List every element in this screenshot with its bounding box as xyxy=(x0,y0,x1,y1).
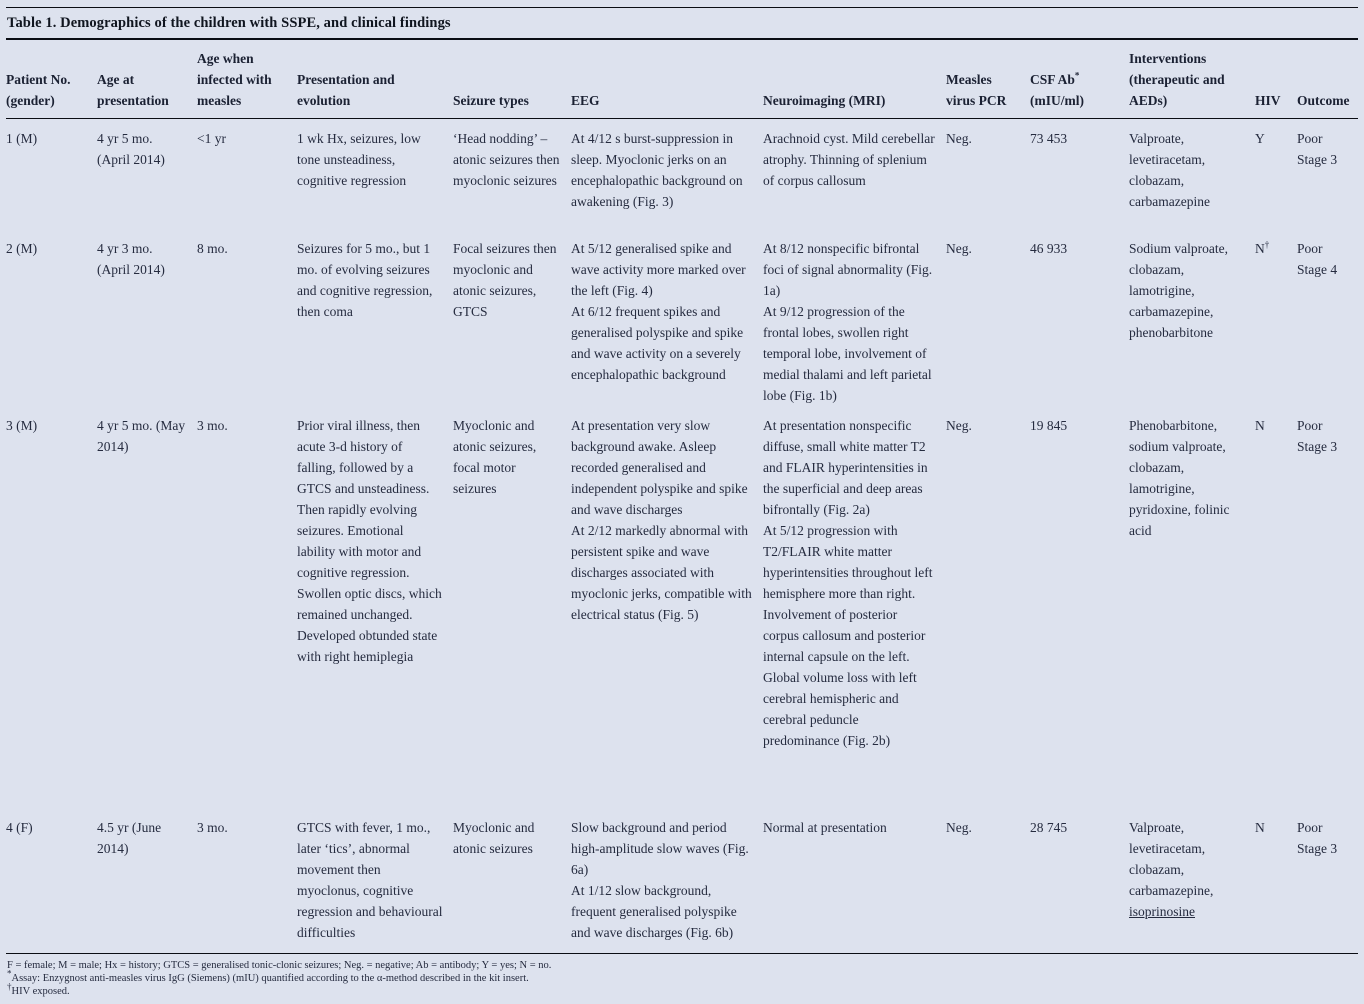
table-body xyxy=(6,119,1358,954)
column-header-measles_age: Age when infected with measles xyxy=(197,39,297,119)
column-header-csf: CSF Ab* (mIU/ml) xyxy=(1030,39,1129,119)
cell-seizures: Myoclonic and atonic seizures, focal motor seizures xyxy=(453,417,537,496)
cell-hiv: N xyxy=(1255,808,1297,954)
footnote-hiv-exposed: †HIV exposed. xyxy=(7,981,70,997)
cell-mri: At presentation nonspecific diffuse, small white matter T2 and FLAIR hyperintensities in the superficial and deep areas bifrontally (Fig. 2a) At 5/12 progression with T2/FLAIR white matter hyperintensities throughout left hemisphere more than right. Involvement of posterior corpus callosum and posterior internal capsule on the left. Global volume loss with left cerebral hemispheric and cerebral peduncle predominance (Fig. 2b) xyxy=(763,417,933,748)
table-row xyxy=(6,119,1358,229)
cell-interventions: Valproate, levetiracetam, clobazam, carbamazepine xyxy=(1129,131,1210,209)
cell-csf: 46 933 xyxy=(1030,240,1068,256)
column-header-pcr: Measles virus PCR xyxy=(946,39,1030,119)
cell-age: 4.5 yr (June 2014) xyxy=(97,808,197,954)
column-header-interventions: Interventions (therapeutic and AEDs) xyxy=(1129,39,1255,119)
cell-eeg: Slow background and period high-amplitude slow waves (Fig. 6a) At 1/12 slow background, frequent generalised polyspike and wave discharges (Fig. 6b) xyxy=(571,808,763,954)
table-title: Table 1. Demographics of the children with SSPE, and clinical findings xyxy=(7,15,451,31)
column-header-seizures: Seizure types xyxy=(453,39,571,119)
cell-hiv: N xyxy=(1255,417,1265,433)
column-header-age: Age at presentation xyxy=(97,39,197,119)
cell-pcr: Neg. xyxy=(946,240,972,256)
cell-seizures: ‘Head nodding’ – atonic seizures then myoclonic seizures xyxy=(453,131,560,188)
cell-mri: At 8/12 nonspecific bifrontal foci of signal abnormality (Fig. 1a) At 9/12 progression of the frontal lobes, swollen right temporal lobe, involvement of medial thalami and left parietal lobe (Fig. 1b) xyxy=(763,240,933,403)
cell-interventions: Sodium valproate, clobazam, lamotrigine, carbamazepine, phenobarbitone xyxy=(1129,240,1228,340)
table-row xyxy=(6,808,1358,954)
cell-age: 4 yr 5 mo. (April 2014) xyxy=(97,131,165,167)
cell-presentation: GTCS with fever, 1 mo., later ‘tics’, abnormal movement then myoclonus, cognitive regression and behavioural difficulties xyxy=(297,808,453,954)
cell-pcr: Neg. xyxy=(946,131,972,146)
cell-pcr: Neg. xyxy=(946,417,972,433)
cell-age: 4 yr 3 mo. (April 2014) xyxy=(97,240,165,277)
column-header-presentation: Presentation and evolution xyxy=(297,39,453,119)
cell-outcome: Poor Stage 4 xyxy=(1297,240,1338,277)
column-header-patient: Patient No. (gender) xyxy=(6,39,97,119)
footnotes xyxy=(6,954,1358,998)
asterisk-marker: * xyxy=(7,968,12,979)
cell-patient: 3 (M) xyxy=(6,417,38,433)
cell-pcr: Neg. xyxy=(946,808,1030,954)
cell-patient: 4 (F) xyxy=(6,808,97,954)
cell-eeg: At presentation very slow background awake. Asleep recorded generalised and independent polyspike and spike and wave discharges At 2/12 markedly abnormal with persistent spike and wave discharges associated with myoclonic jerks, compatible with electrical status (Fig. 5) xyxy=(571,417,752,622)
table-header xyxy=(6,39,1358,119)
cell-patient: 2 (M) xyxy=(6,240,38,256)
cell-outcome: Poor Stage 3 xyxy=(1297,808,1358,954)
cell-presentation: 1 wk Hx, seizures, low tone unsteadiness, cognitive regression xyxy=(297,131,421,188)
cell-outcome: Poor Stage 3 xyxy=(1297,417,1338,454)
cell-age: 4 yr 5 mo. (May 2014) xyxy=(97,417,186,454)
column-header-eeg: EEG xyxy=(571,39,763,119)
cell-measles_age: 8 mo. xyxy=(197,240,228,256)
cell-csf: 28 745 xyxy=(1030,808,1129,954)
paper-table-figure xyxy=(0,7,1364,998)
footnote-assay: *Assay: Enzygnost anti-measles virus IgG (Siemens) (mIU) quantified according to the α-method described in the kit insert. xyxy=(7,968,529,984)
cell-csf: 73 453 xyxy=(1030,131,1068,146)
cell-measles_age: 3 mo. xyxy=(197,808,297,954)
cell-interventions: Phenobarbitone, sodium valproate, clobazam, lamotrigine, pyridoxine, folinic acid xyxy=(1129,417,1230,538)
cell-presentation: Seizures for 5 mo., but 1 mo. of evolving seizures and cognitive regression, then coma xyxy=(297,240,433,319)
cell-measles_age: 3 mo. xyxy=(197,417,228,433)
cell-presentation: Prior viral illness, then acute 3-d history of falling, followed by a GTCS and unsteadiness. Then rapidly evolving seizures. Emotional lability with motor and cognitive regression. Swollen optic discs, which remained unchanged. Developed obtunded state with right hemiplegia xyxy=(297,417,442,664)
footnote-abbreviations: F = female; M = male; Hx = history; GTCS = generalised tonic-clonic seizures; Neg. = negative; Ab = antibody; Y = yes; N = no. xyxy=(7,960,552,971)
cell-interventions: Valproate, levetiracetam, clobazam, carbamazepine, isoprinosine xyxy=(1129,808,1255,954)
column-header-mri: Neuroimaging (MRI) xyxy=(763,39,946,119)
cell-seizures: Focal seizures then myoclonic and atonic seizures, GTCS xyxy=(453,240,557,319)
cell-outcome: Poor Stage 3 xyxy=(1297,131,1338,167)
cell-mri: Arachnoid cyst. Mild cerebellar atrophy. Thinning of splenium of corpus callosum xyxy=(763,131,935,188)
dagger-marker: † xyxy=(7,981,12,992)
column-header-outcome: Outcome xyxy=(1297,39,1358,119)
cell-eeg: At 4/12 s burst-suppression in sleep. Myoclonic jerks on an encephalopathic background on awakening (Fig. 3) xyxy=(571,131,743,209)
cell-measles_age: <1 yr xyxy=(197,131,226,146)
header-row xyxy=(6,39,1358,119)
cell-csf: 19 845 xyxy=(1030,417,1068,433)
cell-mri: Normal at presentation xyxy=(763,808,946,954)
column-header-hiv: HIV xyxy=(1255,39,1297,119)
cell-patient: 1 (M) xyxy=(6,131,38,146)
cell-hiv: N† xyxy=(1255,239,1270,256)
table-row xyxy=(6,406,1358,808)
cell-hiv: Y xyxy=(1255,131,1265,146)
cell-eeg: At 5/12 generalised spike and wave activity more marked over the left (Fig. 4) At 6/12 frequent spikes and generalised polyspike and spike and wave activity on a severely encephalopathic background xyxy=(571,240,746,382)
cell-seizures: Myoclonic and atonic seizures xyxy=(453,808,571,954)
table-row xyxy=(6,229,1358,406)
demographics-table xyxy=(6,38,1358,954)
